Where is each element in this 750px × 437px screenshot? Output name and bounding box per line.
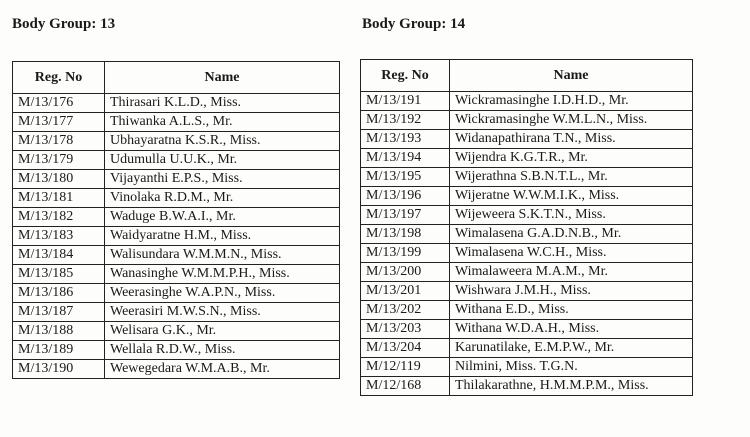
name-cell: Wickramasinghe W.M.L.N., Miss. <box>450 111 693 130</box>
reg-no-cell: M/13/178 <box>13 132 105 151</box>
table-row <box>13 132 340 151</box>
table-row <box>13 113 340 132</box>
name-cell: Thirasari K.L.D., Miss. <box>105 94 340 113</box>
reg-no-cell: M/13/185 <box>13 265 105 284</box>
table-header-row <box>13 62 340 94</box>
table-row <box>13 94 340 113</box>
name-cell: Thilakarathne, H.M.M.P.M., Miss. <box>450 377 693 396</box>
column-header-name: Name <box>105 62 340 94</box>
name-cell: Waidyaratne H.M., Miss. <box>105 227 340 246</box>
group-13-title: Body Group: 13 <box>12 16 116 32</box>
table-row <box>361 225 693 244</box>
name-cell: Ubhayaratna K.S.R., Miss. <box>105 132 340 151</box>
reg-no-cell: M/13/176 <box>13 94 105 113</box>
table-row <box>13 170 340 189</box>
reg-no-cell: M/13/188 <box>13 322 105 341</box>
reg-no-cell: M/13/194 <box>361 149 450 168</box>
table-row <box>13 246 340 265</box>
name-cell: Wijendra K.G.T.R., Mr. <box>450 149 693 168</box>
name-cell: Waduge B.W.A.I., Mr. <box>105 208 340 227</box>
reg-no-cell: M/13/196 <box>361 187 450 206</box>
reg-no-cell: M/13/201 <box>361 282 450 301</box>
name-cell: Welisara G.K., Mr. <box>105 322 340 341</box>
reg-no-cell: M/13/177 <box>13 113 105 132</box>
table-row <box>13 322 340 341</box>
reg-no-cell: M/13/204 <box>361 339 450 358</box>
reg-no-cell: M/13/191 <box>361 92 450 111</box>
name-cell: Wewegedara W.M.A.B., Mr. <box>105 360 340 379</box>
reg-no-cell: M/12/119 <box>361 358 450 377</box>
table-row <box>13 360 340 379</box>
table-row <box>13 208 340 227</box>
table-row <box>361 168 693 187</box>
reg-no-cell: M/13/190 <box>13 360 105 379</box>
column-header-reg-no: Reg. No <box>13 62 105 94</box>
table-row <box>361 377 693 396</box>
table-row <box>13 303 340 322</box>
table-row <box>361 320 693 339</box>
name-cell: Vijayanthi E.P.S., Miss. <box>105 170 340 189</box>
reg-no-cell: M/13/199 <box>361 244 450 263</box>
table-row <box>361 206 693 225</box>
group-13-table <box>12 61 340 379</box>
name-cell: Weerasiri M.W.S.N., Miss. <box>105 303 340 322</box>
group-14-title: Body Group: 14 <box>362 16 466 32</box>
reg-no-cell: M/13/202 <box>361 301 450 320</box>
table-row <box>361 339 693 358</box>
table-row <box>13 151 340 170</box>
reg-no-cell: M/13/200 <box>361 263 450 282</box>
reg-no-cell: M/13/198 <box>361 225 450 244</box>
name-cell: Nilmini, Miss. T.G.N. <box>450 358 693 377</box>
reg-no-cell: M/13/189 <box>13 341 105 360</box>
name-cell: Wimalasena G.A.D.N.B., Mr. <box>450 225 693 244</box>
table-row <box>361 149 693 168</box>
reg-no-cell: M/13/193 <box>361 130 450 149</box>
table-row <box>13 227 340 246</box>
name-cell: Wijeweera S.K.T.N., Miss. <box>450 206 693 225</box>
column-header-name: Name <box>450 60 693 92</box>
reg-no-cell: M/13/179 <box>13 151 105 170</box>
name-cell: Wijeratne W.W.M.I.K., Miss. <box>450 187 693 206</box>
name-cell: Widanapathirana T.N., Miss. <box>450 130 693 149</box>
name-cell: Karunatilake, E.M.P.W., Mr. <box>450 339 693 358</box>
reg-no-cell: M/13/183 <box>13 227 105 246</box>
table-row <box>13 341 340 360</box>
table-row <box>361 111 693 130</box>
group-14-table <box>360 59 693 396</box>
table-row <box>361 282 693 301</box>
reg-no-cell: M/13/203 <box>361 320 450 339</box>
reg-no-cell: M/13/186 <box>13 284 105 303</box>
column-header-reg-no: Reg. No <box>361 60 450 92</box>
name-cell: Wanasinghe W.M.M.P.H., Miss. <box>105 265 340 284</box>
reg-no-cell: M/13/195 <box>361 168 450 187</box>
reg-no-cell: M/13/181 <box>13 189 105 208</box>
reg-no-cell: M/13/182 <box>13 208 105 227</box>
table-header-row <box>361 60 693 92</box>
name-cell: Withana E.D., Miss. <box>450 301 693 320</box>
name-cell: Wimalasena W.C.H., Miss. <box>450 244 693 263</box>
reg-no-cell: M/13/192 <box>361 111 450 130</box>
reg-no-cell: M/13/187 <box>13 303 105 322</box>
table-row <box>13 189 340 208</box>
name-cell: Udumulla U.U.K., Mr. <box>105 151 340 170</box>
name-cell: Withana W.D.A.H., Miss. <box>450 320 693 339</box>
name-cell: Wishwara J.M.H., Miss. <box>450 282 693 301</box>
table-row <box>13 284 340 303</box>
name-cell: Wimalaweera M.A.M., Mr. <box>450 263 693 282</box>
table-row <box>361 301 693 320</box>
table-row <box>13 265 340 284</box>
table-row <box>361 263 693 282</box>
name-cell: Wijerathna S.B.N.T.L., Mr. <box>450 168 693 187</box>
reg-no-cell: M/13/180 <box>13 170 105 189</box>
name-cell: Weerasinghe W.A.P.N., Miss. <box>105 284 340 303</box>
name-cell: Vinolaka R.D.M., Mr. <box>105 189 340 208</box>
table-row <box>361 130 693 149</box>
table-row <box>361 244 693 263</box>
name-cell: Thiwanka A.L.S., Mr. <box>105 113 340 132</box>
name-cell: Walisundara W.M.M.N., Miss. <box>105 246 340 265</box>
reg-no-cell: M/13/184 <box>13 246 105 265</box>
reg-no-cell: M/13/197 <box>361 206 450 225</box>
table-row <box>361 92 693 111</box>
table-row <box>361 358 693 377</box>
table-row <box>361 187 693 206</box>
name-cell: Wellala R.D.W., Miss. <box>105 341 340 360</box>
reg-no-cell: M/12/168 <box>361 377 450 396</box>
name-cell: Wickramasinghe I.D.H.D., Mr. <box>450 92 693 111</box>
